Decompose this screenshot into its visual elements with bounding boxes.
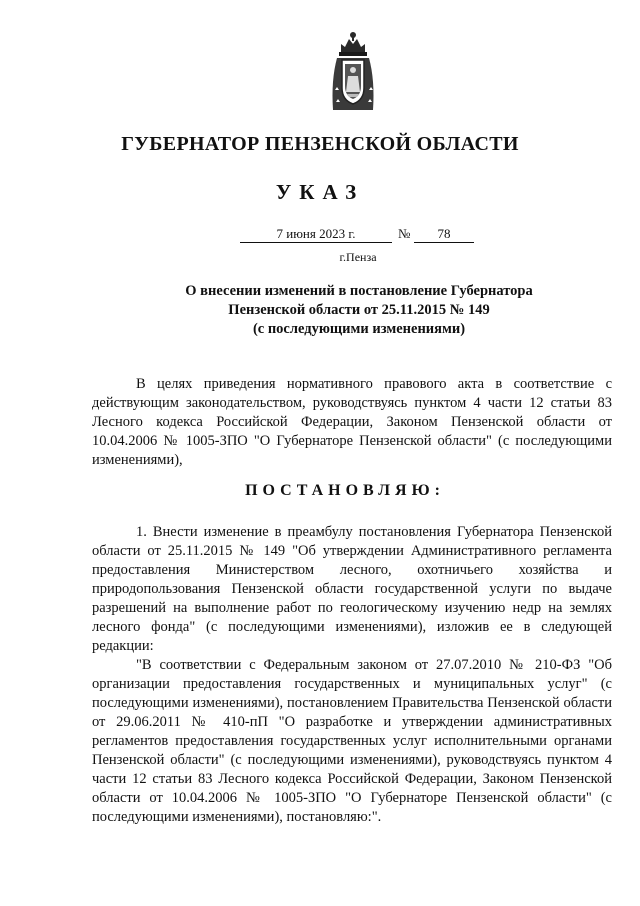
preamble-paragraph: В целях приведения нормативного правового акта в соответствие с действующим законодательством, руководствуясь пунктом 4 части 12 статьи 83 Лесного кодекса Российской Федерации, Законом Пензенской области от 10.04.2006 № 1005-ЗПО "О Губернаторе Пензенской области" (с последующими изменениями), xyxy=(92,376,612,468)
document-title xyxy=(150,282,568,339)
decree-heading: ПОСТАНОВЛЯЮ: xyxy=(245,482,445,499)
document-type: УКАЗ xyxy=(275,180,365,204)
document-date-number-row xyxy=(0,226,640,244)
quoted-preamble-paragraph: "В соответствии с Федеральным законом от 27.07.2010 № 210-ФЗ "Об организации предоставления государственных и муниципальных услуг" (с последующими изменениями), постановлением Правительства Пензенской области от 29.06.2011 № 410-пП "О разработке и утверждении административных регламентов предоставления государственных услуг исполнительными органами Пензенской области" (с последующими изменениями), руководствуясь пунктом 4 части 12 статьи 83 Лесного кодекса Российской Федерации, Законом Пензенской области от 10.04.2006 № 1005-ЗПО "О Губернаторе Пензенской области" (с последующими изменениями), постановляю:". xyxy=(92,657,612,825)
title-line: (с последующими изменениями) xyxy=(252,321,466,337)
issuing-authority: ГУБЕРНАТОР ПЕНЗЕНСКОЙ ОБЛАСТИ xyxy=(121,133,519,155)
penza-coat-of-arms-icon xyxy=(327,30,379,114)
document-city: г.Пенза xyxy=(339,250,377,264)
number-sign: № xyxy=(398,226,411,241)
document-date: 7 июня 2023 г. xyxy=(240,226,392,243)
title-line: Пензенской области от 25.11.2015 № 149 xyxy=(228,302,490,318)
document-number: 78 xyxy=(414,226,474,243)
title-line: О внесении изменений в постановление Губернатора xyxy=(185,283,533,299)
emblem xyxy=(327,30,379,114)
item-1-paragraph: 1. Внести изменение в преамбулу постановления Губернатора Пензенской области от 25.11.2015 № 149 "Об утверждении Административного регламента предоставления Министерством лесного, охотничьего хозяйства и природопользования Пензенской области государственной услуги по выдаче разрешений на выполнение работ по геологическому изучению недр на землях лесного фонда" (с последующими изменениями), изложив ее в следующей редакции: xyxy=(92,524,612,654)
